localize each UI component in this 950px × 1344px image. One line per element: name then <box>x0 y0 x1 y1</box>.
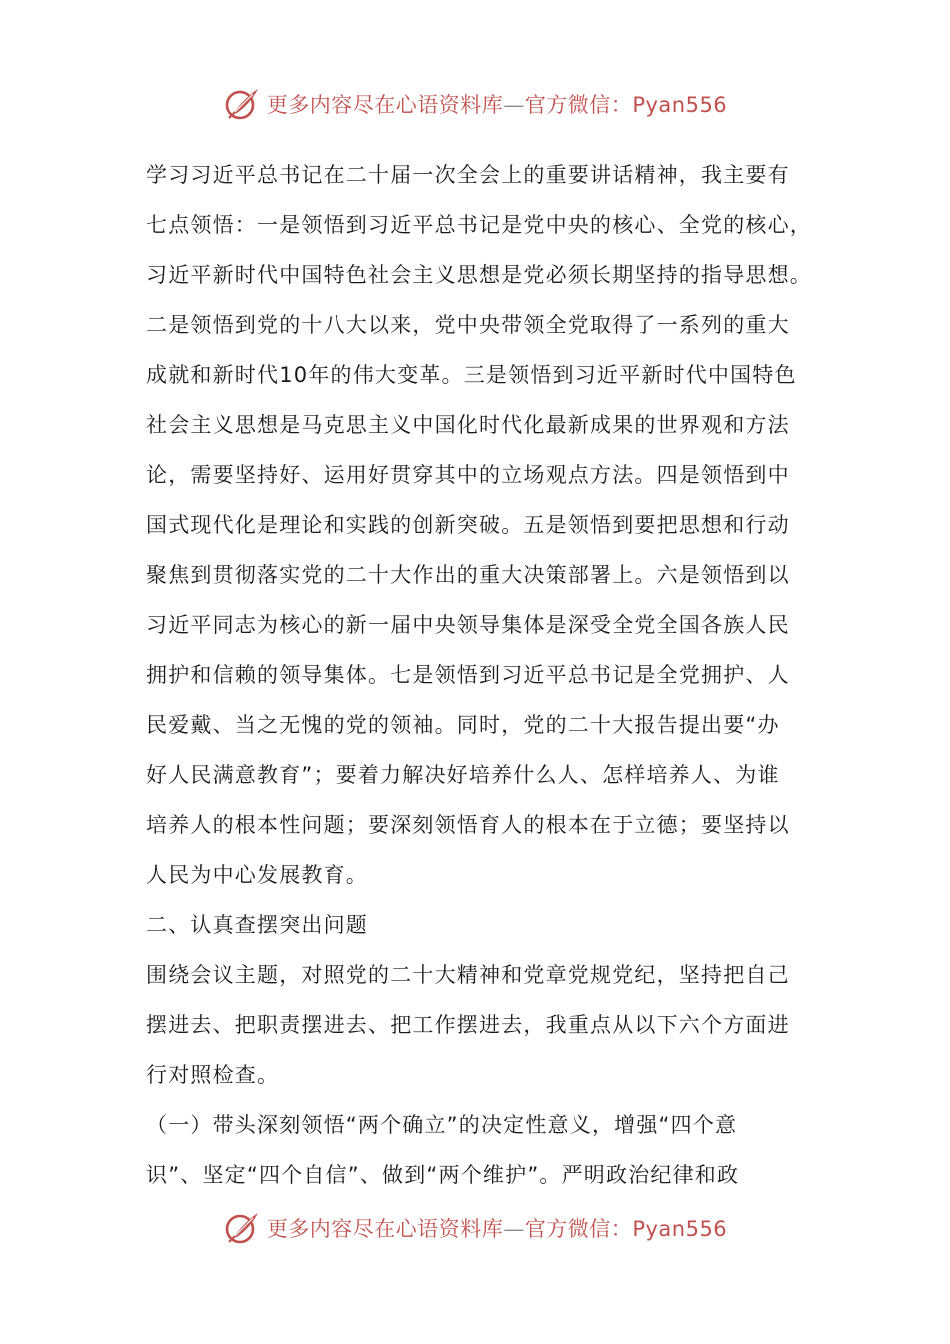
header-watermark-banner <box>0 84 950 124</box>
section-heading: 二、认真查摆突出问题 <box>146 913 368 937</box>
body-line: 培养人的根本性问题；要深刻领悟育人的根本在于立德；要坚持以 <box>146 813 790 837</box>
document-body <box>146 150 816 1200</box>
header-watermark-dash: — <box>503 93 525 117</box>
body-line: 成就和新时代10年的伟大变革。三是领悟到习近平新时代中国特色 <box>146 363 797 387</box>
body-line: 民爱戴、当之无愧的党的领袖。同时，党的二十大报告提出要“办 <box>146 713 780 737</box>
body-line: 七点领悟：一是领悟到习近平总书记是党中央的核心、全党的核心， <box>146 213 812 237</box>
body-line: 国式现代化是理论和实践的创新突破。五是领悟到要把思想和行动 <box>146 513 790 537</box>
footer-wechat-id: Pyan556 <box>632 1217 728 1241</box>
body-line: 习近平新时代中国特色社会主义思想是党必须长期坚持的指导思想。 <box>146 263 812 287</box>
body-line: 行对照检查。 <box>146 1063 280 1087</box>
footer-watermark-right: 官方微信： <box>524 1217 633 1241</box>
body-line: 人民为中心发展教育。 <box>146 863 368 887</box>
body-line: 二是领悟到党的十八大以来，党中央带领全党取得了一系列的重大 <box>146 313 790 337</box>
quill-logo-icon <box>223 86 261 122</box>
body-line: 好人民满意教育”；要着力解决好培养什么人、怎样培养人、为谁 <box>146 763 780 787</box>
footer-watermark-banner <box>0 1208 950 1248</box>
body-line: 围绕会议主题，对照党的二十大精神和党章党规党纪，坚持把自己 <box>146 963 790 987</box>
footer-watermark-text <box>267 1213 727 1243</box>
body-line: 聚焦到贯彻落实党的二十大作出的重大决策部署上。六是领悟到以 <box>146 563 790 587</box>
body-line: 论，需要坚持好、运用好贯穿其中的立场观点方法。四是领悟到中 <box>146 463 790 487</box>
body-line: 拥护和信赖的领导集体。七是领悟到习近平总书记是全党拥护、人 <box>146 663 790 687</box>
footer-watermark-left: 更多内容尽在心语资料库 <box>266 1217 504 1241</box>
body-line: 摆进去、把职责摆进去、把工作摆进去，我重点从以下六个方面进 <box>146 1013 790 1037</box>
body-line: （一）带头深刻领悟“两个确立”的决定性意义，增强“四个意 <box>146 1113 738 1137</box>
body-line: 习近平同志为核心的新一届中央领导集体是深受全党全国各族人民 <box>146 613 790 637</box>
body-line: 学习习近平总书记在二十届一次全会上的重要讲话精神，我主要有 <box>146 163 790 187</box>
header-wechat-id: Pyan556 <box>632 93 728 117</box>
body-line: 社会主义思想是马克思主义中国化时代化最新成果的世界观和方法 <box>146 413 790 437</box>
header-watermark-right: 官方微信： <box>524 93 633 117</box>
header-watermark-left: 更多内容尽在心语资料库 <box>266 93 504 117</box>
header-watermark-text <box>267 89 727 119</box>
footer-watermark-dash: — <box>503 1217 525 1241</box>
quill-logo-icon <box>223 1210 261 1246</box>
body-line: 识”、坚定“四个自信”、做到“两个维护”。严明政治纪律和政 <box>146 1163 740 1187</box>
